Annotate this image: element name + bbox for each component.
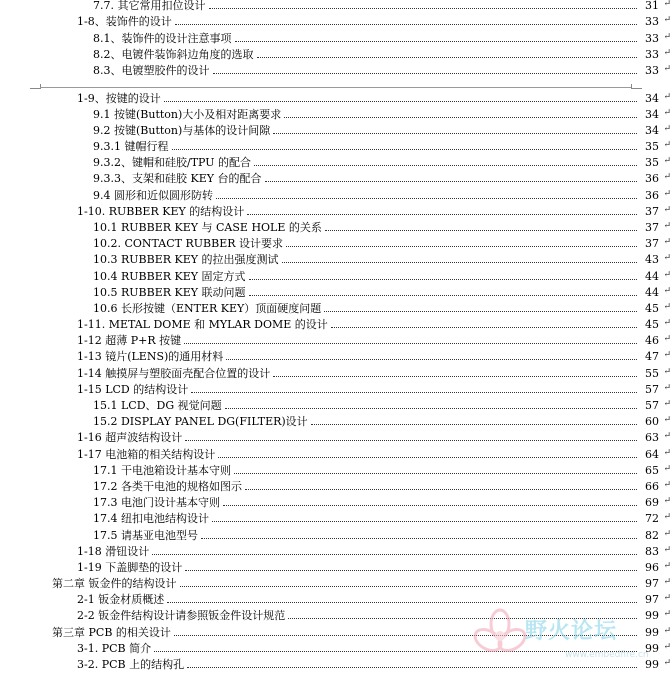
toc-page-number: 44 ↵ [639, 286, 659, 299]
toc-dot-leader [184, 343, 637, 344]
watermark-url: www.embedfire.cn [565, 650, 649, 660]
toc-page-number: 97 ↵ [639, 593, 659, 606]
toc-dot-leader [201, 538, 637, 539]
toc-dot-leader [213, 73, 638, 74]
toc-page-number: 83 ↵ [639, 545, 659, 558]
toc-dot-leader [180, 586, 638, 587]
toc-page-number: 97 ↵ [639, 577, 659, 590]
toc-page-number: 44 ↵ [639, 270, 659, 283]
toc-page-number: 31 ↵ [639, 0, 659, 12]
toc-entry[interactable] [0, 445, 672, 461]
toc-entry[interactable] [0, 89, 672, 105]
toc-entry-title: 1-14 触摸屏与塑胶面壳配合位置的设计 [77, 367, 271, 380]
watermark [470, 606, 670, 670]
toc-page-number: 99 ↵ [639, 658, 659, 671]
toc-page-number: 35 ↵ [639, 140, 659, 153]
toc-page-number: 37 ↵ [639, 237, 659, 250]
toc-page-number: 72 ↵ [639, 512, 659, 525]
toc-entry[interactable] [0, 590, 672, 606]
toc-dot-leader [167, 602, 637, 603]
toc-dot-leader [175, 24, 637, 25]
toc-entry-title: 17.3 电池门设计基本守则 [93, 496, 220, 509]
toc-entry-title: 1-16 超声波结构设计 [77, 431, 183, 444]
toc-page-number: 65 ↵ [639, 464, 659, 477]
toc-page-number: 36 ↵ [639, 189, 659, 202]
toc-page-number: 63 ↵ [639, 431, 659, 444]
toc-entry[interactable] [0, 493, 672, 509]
toc-page-number: 99 ↵ [639, 626, 659, 639]
toc-page-number: 33 ↵ [639, 32, 659, 45]
toc-entry-title: 2-2 钣金件结构设计请参照钣金件设计规范 [77, 609, 286, 622]
toc-entry[interactable] [0, 202, 672, 218]
toc-entry-title: 10.1 RUBBER KEY 与 CASE HOLE 的关系 [93, 221, 322, 234]
toc-dot-leader [286, 246, 637, 247]
toc-entry-title: 1-18 滑钮设计 [77, 545, 150, 558]
toc-page-number: 57 ↵ [639, 383, 659, 396]
toc-entry[interactable] [0, 396, 672, 412]
toc-page-number: 34 ↵ [639, 108, 659, 121]
toc-dot-leader [273, 133, 637, 134]
page-break-line [40, 87, 632, 88]
toc-entry-title: 9.4 圆形和近似圆形防转 [93, 189, 213, 202]
toc-entry[interactable] [0, 153, 672, 169]
toc-entry[interactable] [0, 331, 672, 347]
toc-dot-leader [172, 149, 638, 150]
toc-entry[interactable] [0, 267, 672, 283]
toc-entry-title: 1-17 电池箱的相关结构设计 [77, 448, 216, 461]
toc-entry-title: 9.3.2、键帽和硅胶/TPU 的配合 [93, 156, 252, 169]
toc-page-number: 33 ↵ [639, 64, 659, 77]
toc-entry-title: 1-15 LCD 的结构设计 [77, 383, 189, 396]
toc-entry[interactable] [0, 315, 672, 331]
toc-page-number: 82 ↵ [639, 529, 659, 542]
toc-entry-title: 8.1、装饰件的设计注意事项 [93, 32, 232, 45]
toc-page-number: 57 ↵ [639, 399, 659, 412]
toc-dot-leader [209, 8, 638, 9]
toc-dot-leader [226, 359, 637, 360]
toc-page-number: 37 ↵ [639, 205, 659, 218]
toc-entry[interactable] [0, 12, 672, 28]
toc-dot-leader [216, 198, 637, 199]
toc-entry-title: 10.3 RUBBER KEY 的拉出强度测试 [93, 253, 279, 266]
toc-page-number: 34 ↵ [639, 92, 659, 105]
toc-entry[interactable] [0, 412, 672, 428]
toc-dot-leader [257, 57, 638, 58]
toc-entry[interactable] [0, 283, 672, 299]
toc-page-number: 46 ↵ [639, 334, 659, 347]
toc-entry[interactable] [0, 121, 672, 137]
toc-dot-leader [282, 262, 637, 263]
toc-dot-leader [225, 408, 637, 409]
toc-page-number: 69 ↵ [639, 496, 659, 509]
toc-entry[interactable] [0, 428, 672, 444]
toc-page-number: 34 ↵ [639, 124, 659, 137]
toc-entry-title: 1-13 镜片(LENS)的通用材料 [77, 350, 224, 363]
toc-entry-title: 第三章 PCB 的相关设计 [52, 626, 171, 639]
toc-entry-title: 15.2 DISPLAY PANEL DG(FILTER)设计 [93, 415, 308, 428]
toc-dot-leader [284, 117, 637, 118]
toc-page-number: 33 ↵ [639, 15, 659, 28]
toc-entry-title: 10.6 长形按键（ENTER KEY）顶面硬度问题 [93, 302, 322, 315]
toc-dot-leader [185, 570, 637, 571]
toc-dot-leader [235, 41, 638, 42]
toc-entry-title: 3-1. PCB 简介 [77, 642, 152, 655]
page-corner-mark-right [631, 84, 642, 89]
toc-dot-leader [324, 311, 637, 312]
toc-dot-leader [254, 165, 637, 166]
toc-entry-title: 17.4 纽扣电池结构设计 [93, 512, 209, 525]
toc-entry-title: 10.5 RUBBER KEY 联动问题 [93, 286, 246, 299]
toc-dot-leader [218, 457, 637, 458]
toc-page-number: 60 ↵ [639, 415, 659, 428]
toc-entry[interactable] [0, 558, 672, 574]
toc-dot-leader [245, 489, 637, 490]
toc-page-number: 66 ↵ [639, 480, 659, 493]
toc-entry-title: 17.1 干电池箱设计基本守则 [93, 464, 231, 477]
toc-entry-title: 17.5 请基亚电池型号 [93, 529, 198, 542]
toc-entry[interactable] [0, 234, 672, 250]
toc-entry[interactable] [0, 45, 672, 61]
toc-entry[interactable] [0, 0, 672, 12]
page-break [0, 84, 672, 90]
toc-entry[interactable] [0, 299, 672, 315]
toc-dot-leader [265, 181, 638, 182]
toc-entry-title: 7.7. 其它常用扣位设计 [93, 0, 206, 12]
toc-page-number: 35 ↵ [639, 156, 659, 169]
toc-dot-leader [234, 473, 637, 474]
toc-entry[interactable] [0, 137, 672, 153]
toc-entry-title: 3-2. PCB 上的结构孔 [77, 658, 185, 671]
toc-page-number: 99 ↵ [639, 609, 659, 622]
toc-dot-leader [191, 392, 637, 393]
toc-entry[interactable] [0, 347, 672, 363]
watermark-text: 野火论坛 [525, 619, 618, 644]
toc-entry[interactable] [0, 105, 672, 121]
toc-dot-leader [223, 505, 637, 506]
toc-dot-leader [249, 295, 637, 296]
toc-entry-title: 10.4 RUBBER KEY 固定方式 [93, 270, 246, 283]
toc-dot-leader [164, 101, 637, 102]
toc-entry[interactable] [0, 574, 672, 590]
toc-dot-leader [249, 279, 637, 280]
toc-dot-leader [325, 230, 637, 231]
toc-entry-title: 10.2. CONTACT RUBBER 设计要求 [93, 237, 284, 250]
toc-entry[interactable] [0, 186, 672, 202]
toc-dot-leader [311, 424, 637, 425]
toc-entry-title: 1-8、装饰件的设计 [77, 15, 172, 28]
toc-dot-leader [331, 327, 637, 328]
toc-entry-title: 9.3.1 键帽行程 [93, 140, 169, 153]
toc-page-number: 43 ↵ [639, 253, 659, 266]
toc-page-number: 45 ↵ [639, 302, 659, 315]
toc-page-number: 96 ↵ [639, 561, 659, 574]
toc-page-number: 33 ↵ [639, 48, 659, 61]
toc-page-number: 45 ↵ [639, 318, 659, 331]
toc-page-number: 55 ↵ [639, 367, 659, 380]
toc-dot-leader [273, 376, 637, 377]
flower-logo-icon [470, 606, 530, 666]
toc-entry[interactable] [0, 477, 672, 493]
toc-page-number: 47 ↵ [639, 350, 659, 363]
toc-entry-title: 17.2 各类干电池的规格如图示 [93, 480, 242, 493]
toc-page-number: 37 ↵ [639, 221, 659, 234]
toc-entry[interactable] [0, 61, 672, 77]
toc-entry-title: 1-19 下盖脚垫的设计 [77, 561, 183, 574]
toc-entry[interactable] [0, 509, 672, 525]
toc-entry-title: 第二章 钣金件的结构设计 [52, 577, 177, 590]
toc-entry[interactable] [0, 526, 672, 542]
toc-entry[interactable] [0, 250, 672, 266]
toc-entry[interactable] [0, 169, 672, 185]
toc-entry-title: 1-9、按键的设计 [77, 92, 161, 105]
toc-page-number: 36 ↵ [639, 172, 659, 185]
toc-entry[interactable] [0, 218, 672, 234]
toc-entry-title: 9.1 按键(Button)大小及相对距离要求 [93, 108, 282, 121]
toc-entry-title: 1-12 超薄 P+R 按键 [77, 334, 182, 347]
toc-entry-title: 15.1 LCD、DG 视觉问题 [93, 399, 222, 412]
toc-entry-title: 8.2、电镀件装饰斜边角度的选取 [93, 48, 254, 61]
toc-entry-title: 2-1 钣金材质概述 [77, 593, 165, 606]
toc-entry-title: 9.2 按键(Button)与基体的设计间隙 [93, 124, 271, 137]
toc-entry-title: 9.3.3、支架和硅胶 KEY 台的配合 [93, 172, 262, 185]
toc-entry[interactable] [0, 542, 672, 558]
toc-dot-leader [185, 440, 637, 441]
toc-page-number: 64 ↵ [639, 448, 659, 461]
toc-dot-leader [152, 554, 637, 555]
toc-entry[interactable] [0, 461, 672, 477]
toc-entry-title: 1-11. METAL DOME 和 MYLAR DOME 的设计 [77, 318, 328, 331]
toc-entry[interactable] [0, 364, 672, 380]
toc-entry-title: 8.3、电镀塑胶件的设计 [93, 64, 210, 77]
toc-entry-title: 1-10. RUBBER KEY 的结构设计 [77, 205, 245, 218]
toc-entry[interactable] [0, 29, 672, 45]
toc-page-number: 99 ↵ [639, 642, 659, 655]
toc-dot-leader [247, 214, 637, 215]
toc-dot-leader [212, 521, 637, 522]
toc-entry[interactable] [0, 380, 672, 396]
